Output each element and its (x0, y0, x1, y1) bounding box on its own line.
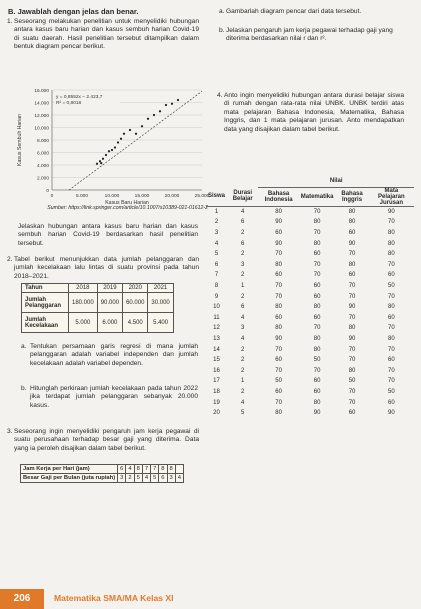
table-cell: 3 (214, 230, 219, 237)
table-cell: 70 (387, 261, 395, 268)
q2-number: 2. (7, 256, 13, 263)
q4-number: 4. (217, 92, 223, 99)
table-row (206, 217, 414, 228)
table-cell: 3 (241, 261, 245, 268)
table-cell: 90 (313, 410, 321, 417)
table-cell: 90 (275, 336, 282, 343)
q2b-label: b. (21, 385, 27, 392)
table-cell: 60 (275, 314, 282, 321)
table-cell: 5.000 (69, 313, 98, 333)
table-cell: 90 (275, 219, 282, 226)
y-tick-label: 8.000 (36, 139, 49, 144)
table-cell: 60 (313, 388, 321, 395)
table-row (206, 281, 414, 292)
column-header: Bahasa Inggris (335, 187, 368, 206)
y-tick-label: 0 (46, 189, 49, 194)
table-row (206, 313, 414, 324)
section-title: B. Jawablah dengan jelas dan benar. (8, 7, 139, 16)
table-cell: 6 (214, 261, 219, 268)
table-cell: 7 (214, 272, 219, 279)
q1-text: Seseorang melakukan penelitian untuk menyelidiki hubungan antara kasus baru harian dan kasus sembuh harian Covid-19 di suatu daerah. Hasil penelitian tersebut ditampilkan dalam bentuk diagram pencar berikut. (14, 18, 199, 51)
table-cell: 6 (241, 240, 245, 247)
q4-text: Anto ingin menyelidiki hubungan antara durasi belajar siswa di rumah dengan rata-rata nilai UNBK. UNBK terdiri atas mata pelajaran Bahasa Indonesia, Matematika, Bahasa Inggris, dan 1 mata pelajaran jurusan. Anto mendapatkan data yang disajikan dalam tabel berikut. (224, 92, 404, 133)
table-cell: 4 (241, 208, 245, 215)
group-header: Nilai (258, 176, 414, 187)
table-cell: 60 (387, 357, 395, 364)
table-cell: 80 (275, 304, 282, 311)
table-cell: 7 (151, 465, 159, 474)
table-cell: 70 (348, 399, 356, 406)
table-cell: 70 (348, 388, 356, 395)
table-cell: 4 (241, 314, 245, 321)
table-row (206, 366, 414, 377)
table-cell: 90 (387, 208, 395, 215)
table-cell: 70 (275, 293, 282, 300)
table-cell: 80 (348, 208, 356, 215)
table-cell: 80 (348, 261, 356, 268)
q1r-b-label: b. (219, 27, 225, 34)
table-cell: 70 (275, 251, 282, 258)
table-row (206, 291, 414, 302)
data-point (129, 129, 131, 131)
table-cell: 70 (313, 261, 321, 268)
table-row (206, 270, 414, 281)
chart-source: Sumber: https://link.springer.com/article/10.1007/s10389-021-01612-2 (47, 205, 208, 211)
table-row (206, 302, 414, 313)
data-point (141, 125, 143, 127)
table-cell: 12 (213, 325, 220, 332)
table-cell: Jumlah Pelanggaran (22, 293, 69, 313)
table-cell: 70 (348, 357, 356, 364)
table-cell: 8 (134, 465, 142, 474)
table-cell: 80 (387, 240, 395, 247)
column-header: Siswa (206, 187, 227, 206)
table-cell: 4 (241, 336, 245, 343)
table-cell: 15 (213, 357, 220, 364)
table-cell: 70 (313, 367, 321, 374)
table-cell: 17 (213, 378, 220, 385)
table-cell: 2 (241, 251, 245, 258)
table-cell: 80 (387, 336, 395, 343)
data-point (111, 149, 113, 151)
y-tick-label: 10.000 (34, 126, 49, 132)
table-cell: 50 (348, 378, 356, 385)
table-cell: 80 (387, 304, 395, 311)
data-point (120, 138, 122, 140)
table-cell: 14 (213, 346, 220, 353)
data-point (171, 103, 173, 105)
table-cell: 80 (348, 325, 356, 332)
q2-text: Tabel berikut menunjukkan data jumlah pelanggaran dan jumlah kecelakaan lalu lintas di suatu provinsi pada tahun 2018–2021. (14, 256, 199, 280)
table-cell: 2 (126, 474, 134, 483)
table-row (206, 344, 414, 355)
data-point (105, 154, 107, 156)
page-number: 206 (0, 589, 44, 609)
table-cell: 70 (275, 283, 282, 290)
table-cell: 18 (213, 388, 220, 395)
table-cell: 4 (175, 474, 183, 483)
equation-label: y = 0,8552x − 2.423,7 (56, 95, 103, 100)
table-cell: 2 (241, 293, 245, 300)
column-header: Mata Pelajaran Jurusan (369, 187, 414, 206)
table-cell: 80 (313, 240, 321, 247)
table-cell: 1 (214, 208, 219, 215)
table-cell: 80 (313, 399, 321, 406)
table-cell: 60 (348, 272, 356, 279)
x-tick-label: 5.000 (75, 194, 89, 199)
table-cell: 70 (387, 219, 395, 226)
table-cell: 70 (387, 346, 395, 353)
table-cell: 80 (275, 261, 282, 268)
table-cell: 3 (118, 474, 126, 483)
table-cell: 11 (213, 314, 220, 321)
table-cell: 5 (214, 251, 219, 258)
table-row (206, 397, 414, 408)
table-cell: 60 (348, 410, 356, 417)
table-cell: Jumlah Kecelakaan (22, 313, 69, 333)
table-cell: 4 (241, 399, 245, 406)
table-header: 2019 (97, 284, 122, 293)
table-cell: 70 (313, 272, 321, 279)
table-header: 2020 (123, 284, 148, 293)
table-cell: 80 (387, 251, 395, 258)
table-cell: 60 (275, 230, 282, 237)
violations-table (21, 283, 174, 333)
q3-number: 3. (7, 428, 13, 435)
x-tick-label: 25.000 (194, 194, 210, 199)
table-cell: 80 (275, 410, 282, 417)
table-cell: 80 (387, 230, 395, 237)
table-cell: 50 (387, 283, 395, 290)
x-tick-label: 15.000 (134, 194, 150, 199)
table-cell: 80 (275, 325, 282, 332)
table-cell: 70 (275, 367, 282, 374)
x-axis-title: Kasus Baru Harian (105, 200, 149, 206)
column-header: Durasi Belajar (227, 187, 258, 206)
table-cell: 60 (387, 399, 395, 406)
q2b-text: Hitunglah perkiraan jumlah kecelakaan pada tahun 2022 jika terdapat jumlah pelanggaran sebanyak 20.000 kasus. (30, 385, 198, 409)
table-cell: 70 (348, 293, 356, 300)
table-cell: 70 (387, 325, 395, 332)
table-cell: 2 (241, 388, 245, 395)
data-point (102, 158, 104, 160)
table-cell: 90 (348, 240, 356, 247)
table-cell: 1 (241, 283, 245, 290)
table-row (206, 206, 414, 217)
table-cell: 6.000 (97, 313, 122, 333)
q3-text: Seseorang ingin menyelidiki pengaruh jam kerja pegawai di suatu perusahaan terhadap besar gaji yang diterima. Data yang ia peroleh disajikan dalam tabel berikut. (14, 428, 199, 452)
q1-number: 1. (7, 18, 13, 25)
table-cell: 70 (348, 314, 356, 321)
q1r-a-label: a. (219, 8, 225, 15)
table-row (206, 238, 414, 249)
table-cell: 80 (313, 336, 321, 343)
table-cell: 70 (313, 230, 321, 237)
table-cell: 50 (313, 357, 321, 364)
table-cell: 5 (134, 474, 142, 483)
q2a-text: Tentukan persamaan garis regresi di mana jumlah pelanggaran adalah variabel independen dan jumlah kecelakaan adalah variabel dependen. (30, 343, 198, 367)
table-cell: 9 (214, 293, 219, 300)
data-point (123, 133, 125, 135)
book-title: Matematika SMA/MA Kelas XI (54, 593, 174, 603)
table-cell: 80 (313, 346, 321, 353)
table-cell: 4 (142, 474, 150, 483)
table-cell: 70 (275, 399, 282, 406)
table-cell: 90 (348, 304, 356, 311)
table-row (206, 334, 414, 345)
table-cell: 7 (142, 465, 150, 474)
q2a-label: a. (21, 343, 27, 350)
scatter-chart (14, 86, 210, 206)
table-cell (175, 465, 183, 474)
table-cell: 70 (313, 208, 321, 215)
table-cell: 90 (275, 240, 282, 247)
table-cell: 60 (313, 378, 321, 385)
table-cell: 80 (275, 208, 282, 215)
table-cell: 60 (313, 293, 321, 300)
q1r-a-text: Gambarlah diagram pencar dari data tersebut. (226, 8, 362, 15)
data-point (99, 160, 101, 162)
x-tick-label: 10.000 (104, 194, 120, 199)
table-cell: 8 (159, 465, 167, 474)
table-cell: 90 (348, 336, 356, 343)
y-tick-label: 12.000 (34, 114, 49, 119)
table-row (206, 228, 414, 239)
data-point (114, 146, 116, 148)
table-header: 2021 (148, 284, 173, 293)
data-point (177, 99, 179, 101)
r-squared-label: R² = 0,8018 (56, 101, 82, 106)
table-cell: 70 (348, 346, 356, 353)
table-cell: 4 (126, 465, 134, 474)
table-row (206, 376, 414, 387)
table-cell: 20 (213, 410, 220, 417)
y-tick-label: 6.000 (36, 151, 49, 157)
table-cell: 6 (159, 474, 167, 483)
table-cell: 3 (241, 325, 245, 332)
table-cell: 60.000 (123, 293, 148, 313)
table-cell: 70 (348, 283, 356, 290)
data-point (165, 104, 167, 106)
table-cell: 60 (275, 272, 282, 279)
table-cell: 5 (241, 410, 245, 417)
table-row (206, 387, 414, 398)
data-point (100, 162, 102, 164)
table-cell: 70 (275, 346, 282, 353)
table-cell: 70 (313, 325, 321, 332)
table-cell: 80 (348, 367, 356, 374)
table-cell: 8 (167, 465, 175, 474)
table-cell: 4 (214, 240, 219, 247)
y-tick-label: 14.000 (34, 101, 49, 107)
table-cell: 180.000 (69, 293, 98, 313)
table-cell: 60 (313, 283, 321, 290)
y-tick-label: 4.000 (36, 164, 49, 169)
trend-line (69, 91, 202, 190)
table-cell: 2 (241, 346, 245, 353)
table-row (206, 323, 414, 334)
table-cell: 70 (387, 293, 395, 300)
table-cell: 4.500 (123, 313, 148, 333)
table-cell: 5 (151, 474, 159, 483)
table-cell: 60 (313, 251, 321, 258)
data-point (135, 133, 137, 135)
table-cell: 2 (241, 367, 245, 374)
table-cell: 6 (241, 219, 245, 226)
table-cell: 60 (313, 314, 321, 321)
table-cell: 70 (387, 367, 395, 374)
table-cell: 50 (275, 378, 282, 385)
table-cell: 80 (313, 304, 321, 311)
table-cell: 2 (241, 230, 245, 237)
table-cell: 80 (348, 219, 356, 226)
data-point (117, 141, 119, 143)
data-point (147, 118, 149, 120)
q1r-b-text: Jelaskan pengaruh jam kerja pegawai terhadap gaji yang diterima berdasarkan nilai r dan r². (226, 27, 393, 43)
table-header: 2018 (69, 284, 98, 293)
table-cell: 90.000 (97, 293, 122, 313)
data-point (108, 150, 110, 152)
table-cell: 60 (387, 314, 395, 321)
table-cell: 8 (214, 283, 219, 290)
table-cell: 3 (167, 474, 175, 483)
table-cell: 50 (387, 388, 395, 395)
table-row (206, 355, 414, 366)
table-cell: Besar Gaji per Bulan (juta rupiah) (21, 474, 118, 483)
table-cell: 19 (213, 399, 220, 406)
table-row (206, 249, 414, 260)
table-cell: 1 (241, 378, 245, 385)
column-header: Bahasa Indonesia (258, 187, 298, 206)
data-point (159, 110, 161, 112)
table-cell: 30.000 (148, 293, 173, 313)
table-cell: 60 (348, 230, 356, 237)
table-cell: 13 (213, 336, 220, 343)
table-cell: 2 (241, 272, 245, 279)
data-point (153, 114, 155, 116)
table-cell: 10 (213, 304, 220, 311)
table-cell: 60 (275, 357, 282, 364)
y-tick-label: 2.000 (36, 176, 49, 182)
column-header: Matematika (299, 187, 336, 206)
table-cell: 2 (214, 219, 219, 226)
work-hours-table (20, 464, 184, 483)
table-row (206, 260, 414, 271)
data-point (96, 163, 98, 165)
table-cell: 6 (241, 304, 245, 311)
y-tick-label: 16.000 (34, 89, 49, 94)
table-cell: 2 (241, 357, 245, 364)
y-axis-title: Kasus Sembuh Harian (17, 114, 23, 166)
table-header: Tahun (22, 284, 69, 293)
table-cell: 70 (348, 251, 356, 258)
table-cell: 5.400 (148, 313, 173, 333)
table-cell: 90 (387, 410, 395, 417)
table-cell: 16 (213, 367, 220, 374)
table-cell: 70 (387, 378, 395, 385)
table-cell: 80 (313, 219, 321, 226)
left-column (7, 18, 199, 52)
x-tick-label: 0 (50, 194, 54, 199)
q1-explain: Jelaskan hubungan antara kasus baru harian dan kasus sembuh harian Covid-19 berdasarkan hasil penelitian tersebut. (18, 223, 198, 247)
table-cell: Jam Kerja per Hari (jam) (21, 465, 118, 474)
table-cell: 6 (118, 465, 126, 474)
x-tick-label: 20.000 (164, 194, 180, 199)
table-cell: 60 (275, 388, 282, 395)
scores-table (206, 176, 414, 418)
table-row (206, 408, 414, 419)
table-cell: 60 (387, 272, 395, 279)
